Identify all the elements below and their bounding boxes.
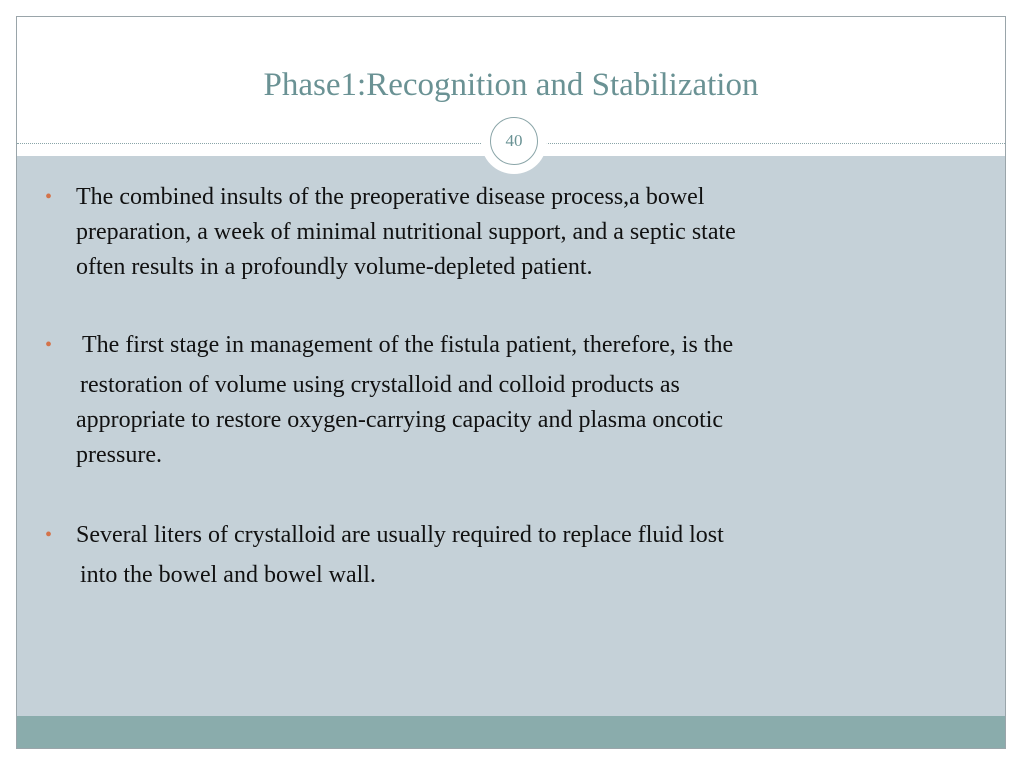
- content-area: [17, 156, 1005, 716]
- bullet-line: The first stage in management of the fistula patient, therefore, is the: [82, 332, 734, 358]
- page-number: 40: [505, 131, 523, 150]
- bullet-line: restoration of volume using crystalloid and colloid products as: [80, 372, 680, 398]
- bullet-dot-icon: •: [45, 334, 53, 356]
- bullet-line: Several liters of crystalloid are usually required to replace fluid lost: [76, 522, 724, 548]
- bullet-line: often results in a profoundly volume-depleted patient.: [76, 254, 593, 280]
- bullet-dot-icon: •: [45, 186, 53, 208]
- bullet-line: appropriate to restore oxygen-carrying capacity and plasma oncotic: [76, 407, 724, 433]
- slide: [16, 16, 1006, 749]
- bullet-line: into the bowel and bowel wall.: [80, 562, 376, 588]
- bullet-line: The combined insults of the preoperative disease process,a bowel: [76, 184, 705, 210]
- bullet-line: preparation, a week of minimal nutritional support, and a septic state: [76, 219, 736, 245]
- slide-title: Phase1:Recognition and Stabilization: [263, 67, 759, 103]
- bullet-line: pressure.: [76, 442, 162, 468]
- bullet-dot-icon: •: [45, 524, 53, 546]
- bullet-text: [76, 518, 956, 593]
- bullet-text: [76, 328, 956, 473]
- footer-band: [17, 716, 1005, 749]
- page-number-badge: [490, 117, 538, 165]
- bullet-text: [76, 180, 956, 285]
